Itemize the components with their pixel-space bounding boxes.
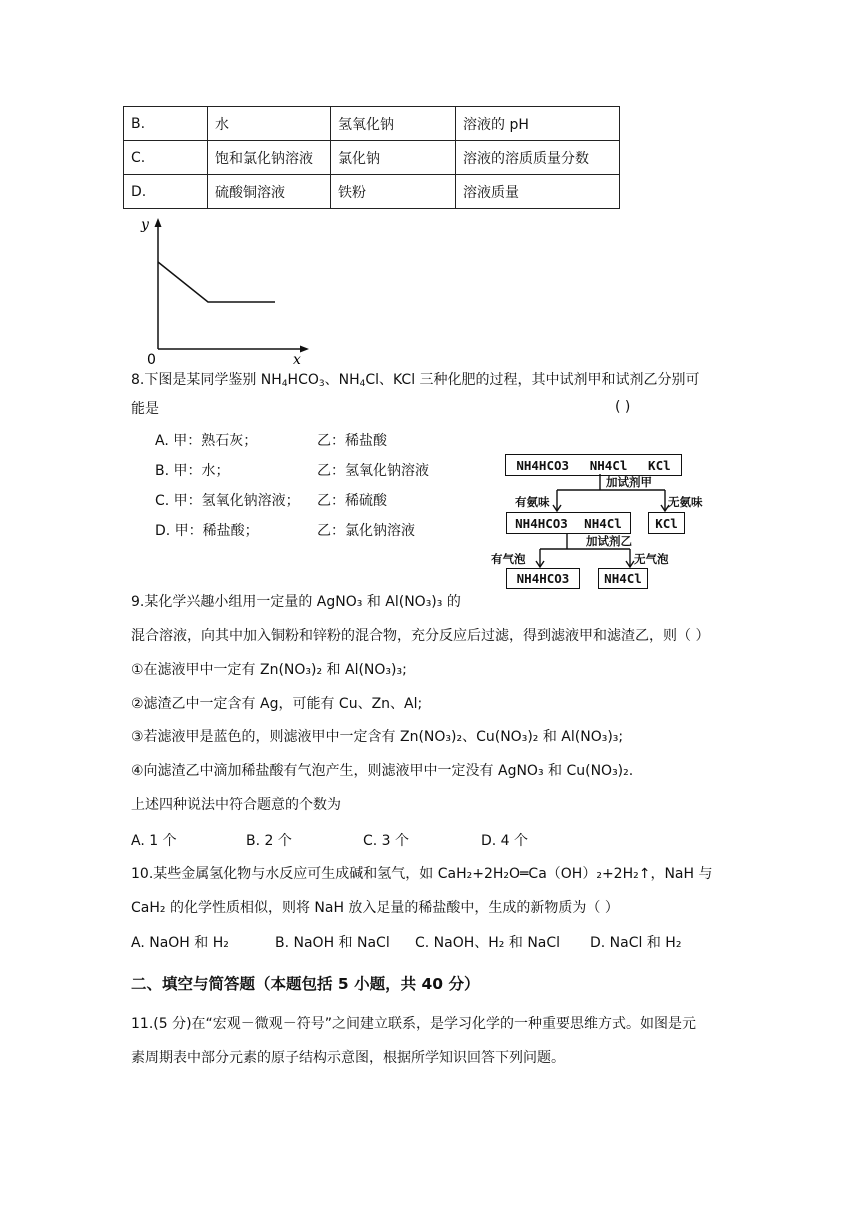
q9-option-d: D. 4 个 (481, 833, 529, 849)
options-table (123, 106, 620, 209)
q8-option-d-right: 乙：氯化钠溶液 (317, 523, 415, 539)
flow-label-ammonia: 有氨味 (515, 495, 550, 509)
flow-label-reagent-b: 加试剂乙 (586, 534, 632, 548)
subscript: 3 (318, 379, 325, 389)
q8-option-d-left: D. 甲：稀盐酸； (155, 523, 259, 539)
table-row (124, 175, 620, 209)
q9-stem-line1: 9.某化学兴趣小组用一定量的 AgNO₃ 和 Al(NO₃)₃ 的 (131, 594, 461, 610)
flow-box-top (505, 454, 682, 476)
q11-stem-line2: 素周期表中部分元素的原子结构示意图，根据所学知识回答下列问题。 (131, 1050, 565, 1066)
q11-stem-line1: 11.(5 分)在“宏观－微观－符号”之间建立联系，是学习化学的一种重要思维方式。如图是元 (131, 1016, 697, 1032)
text: HCO (287, 372, 319, 388)
table-cell: 氯化钠 (331, 141, 456, 175)
q10-stem-line2: CaH₂ 的化学性质相似，则将 NaH 放入足量的稀盐酸中，生成的新物质为（ ） (131, 900, 619, 916)
q9-option-a: A. 1 个 (131, 833, 177, 849)
text: 8.下图是某同学鉴别 NH (131, 372, 282, 388)
q9-option-b: B. 2 个 (246, 833, 292, 849)
table-cell: 铁粉 (331, 175, 456, 209)
text: Cl、KCl 三种化肥的过程，其中试剂甲和试剂乙分别可 (365, 372, 700, 388)
table-cell: 溶液的 pH (456, 107, 620, 141)
flow-box-bottom-left (506, 568, 580, 589)
q8-option-b-right: 乙：氢氧化钠溶液 (317, 463, 429, 479)
graph-line (158, 262, 275, 302)
flow-chem: NH4HCO3 (515, 515, 568, 531)
q10-option-a: A. NaOH 和 H₂ (131, 935, 229, 951)
table-row (124, 107, 620, 141)
x-label: x (293, 352, 301, 368)
flow-box-kcl (648, 512, 685, 534)
q8-stem-line1 (131, 370, 700, 390)
table-cell: 溶液质量 (456, 175, 620, 209)
x-axis-arrow (300, 346, 309, 353)
q8-option-a-right: 乙：稀盐酸 (317, 433, 387, 449)
subscript: 4 (281, 379, 288, 389)
flow-chem: NH4Cl (604, 571, 642, 586)
q8-option-b-left: B. 甲：水； (155, 463, 230, 479)
flow-chem: KCl (648, 457, 671, 473)
q10-option-d: D. NaCl 和 H₂ (590, 935, 682, 951)
q10-option-b: B. NaOH 和 NaCl (275, 935, 390, 951)
flow-chem: NH4Cl (589, 457, 628, 473)
origin-label: 0 (147, 352, 156, 368)
y-axis-arrow (155, 218, 162, 227)
q9-option-c: C. 3 个 (363, 833, 410, 849)
flow-box-bottom-right (598, 568, 648, 589)
flow-chem: NH4HCO3 (516, 571, 570, 586)
answer-paren: ( ) (615, 399, 631, 415)
q9-statement-3: ③若滤液甲是蓝色的，则滤液甲中一定含有 Zn(NO₃)₂、Cu(NO₃)₂ 和 Al(NO₃)₃; (131, 729, 624, 745)
flow-label-no-ammonia: 无氨味 (668, 495, 703, 509)
subscript: 4 (359, 379, 366, 389)
q8-option-c-right: 乙：稀硫酸 (317, 493, 387, 509)
flow-chem: KCl (655, 515, 678, 531)
flow-label-no-bubbles: 无气泡 (634, 552, 669, 566)
table-cell: 饱和氯化钠溶液 (208, 141, 331, 175)
q9-stem-line2: 混合溶液，向其中加入铜粉和锌粉的混合物，充分反应后过滤，得到滤液甲和滤渣乙，则（ ） (131, 628, 710, 644)
q8-option-c-left: C. 甲：氢氧化钠溶液； (155, 493, 300, 509)
table-cell: 溶液的溶质质量分数 (456, 141, 620, 175)
y-x-graph (138, 212, 318, 372)
table-cell: 水 (208, 107, 331, 141)
table-cell: C. (124, 141, 208, 175)
q9-statement-2: ②滤渣乙中一定含有 Ag，可能有 Cu、Zn、Al; (131, 696, 423, 712)
q9-statement-1: ①在滤液甲中一定有 Zn(NO₃)₂ 和 Al(NO₃)₃; (131, 662, 407, 678)
q9-statement-4: ④向滤渣乙中滴加稀盐酸有气泡产生，则滤液甲中一定没有 AgNO₃ 和 Cu(NO₃)₂. (131, 763, 634, 779)
q10-stem-line1: 10.某些金属氢化物与水反应可生成碱和氢气，如 CaH₂+2H₂O═Ca（OH）₂+2H₂↑，NaH 与 (131, 866, 713, 882)
flow-label-bubbles: 有气泡 (491, 552, 526, 566)
q8-option-a-left: A. 甲：熟石灰； (155, 433, 258, 449)
section-heading: 二、填空与简答题（本题包括 5 小题，共 40 分） (131, 975, 480, 993)
table-cell: 氢氧化钠 (331, 107, 456, 141)
q8-stem-line2: 能是 (131, 401, 159, 417)
y-label: y (141, 217, 149, 233)
text: 、NH (324, 372, 360, 388)
q9-question: 上述四种说法中符合题意的个数为 (131, 797, 341, 813)
table-cell: B. (124, 107, 208, 141)
table-row (124, 141, 620, 175)
table-cell: D. (124, 175, 208, 209)
flow-label-reagent-a: 加试剂甲 (606, 475, 652, 489)
flow-chem: NH4HCO3 (516, 457, 570, 473)
q10-option-c: C. NaOH、H₂ 和 NaCl (415, 935, 561, 951)
table-cell: 硫酸铜溶液 (208, 175, 331, 209)
flow-chem: NH4Cl (584, 515, 622, 531)
flow-box-mid (506, 512, 631, 534)
